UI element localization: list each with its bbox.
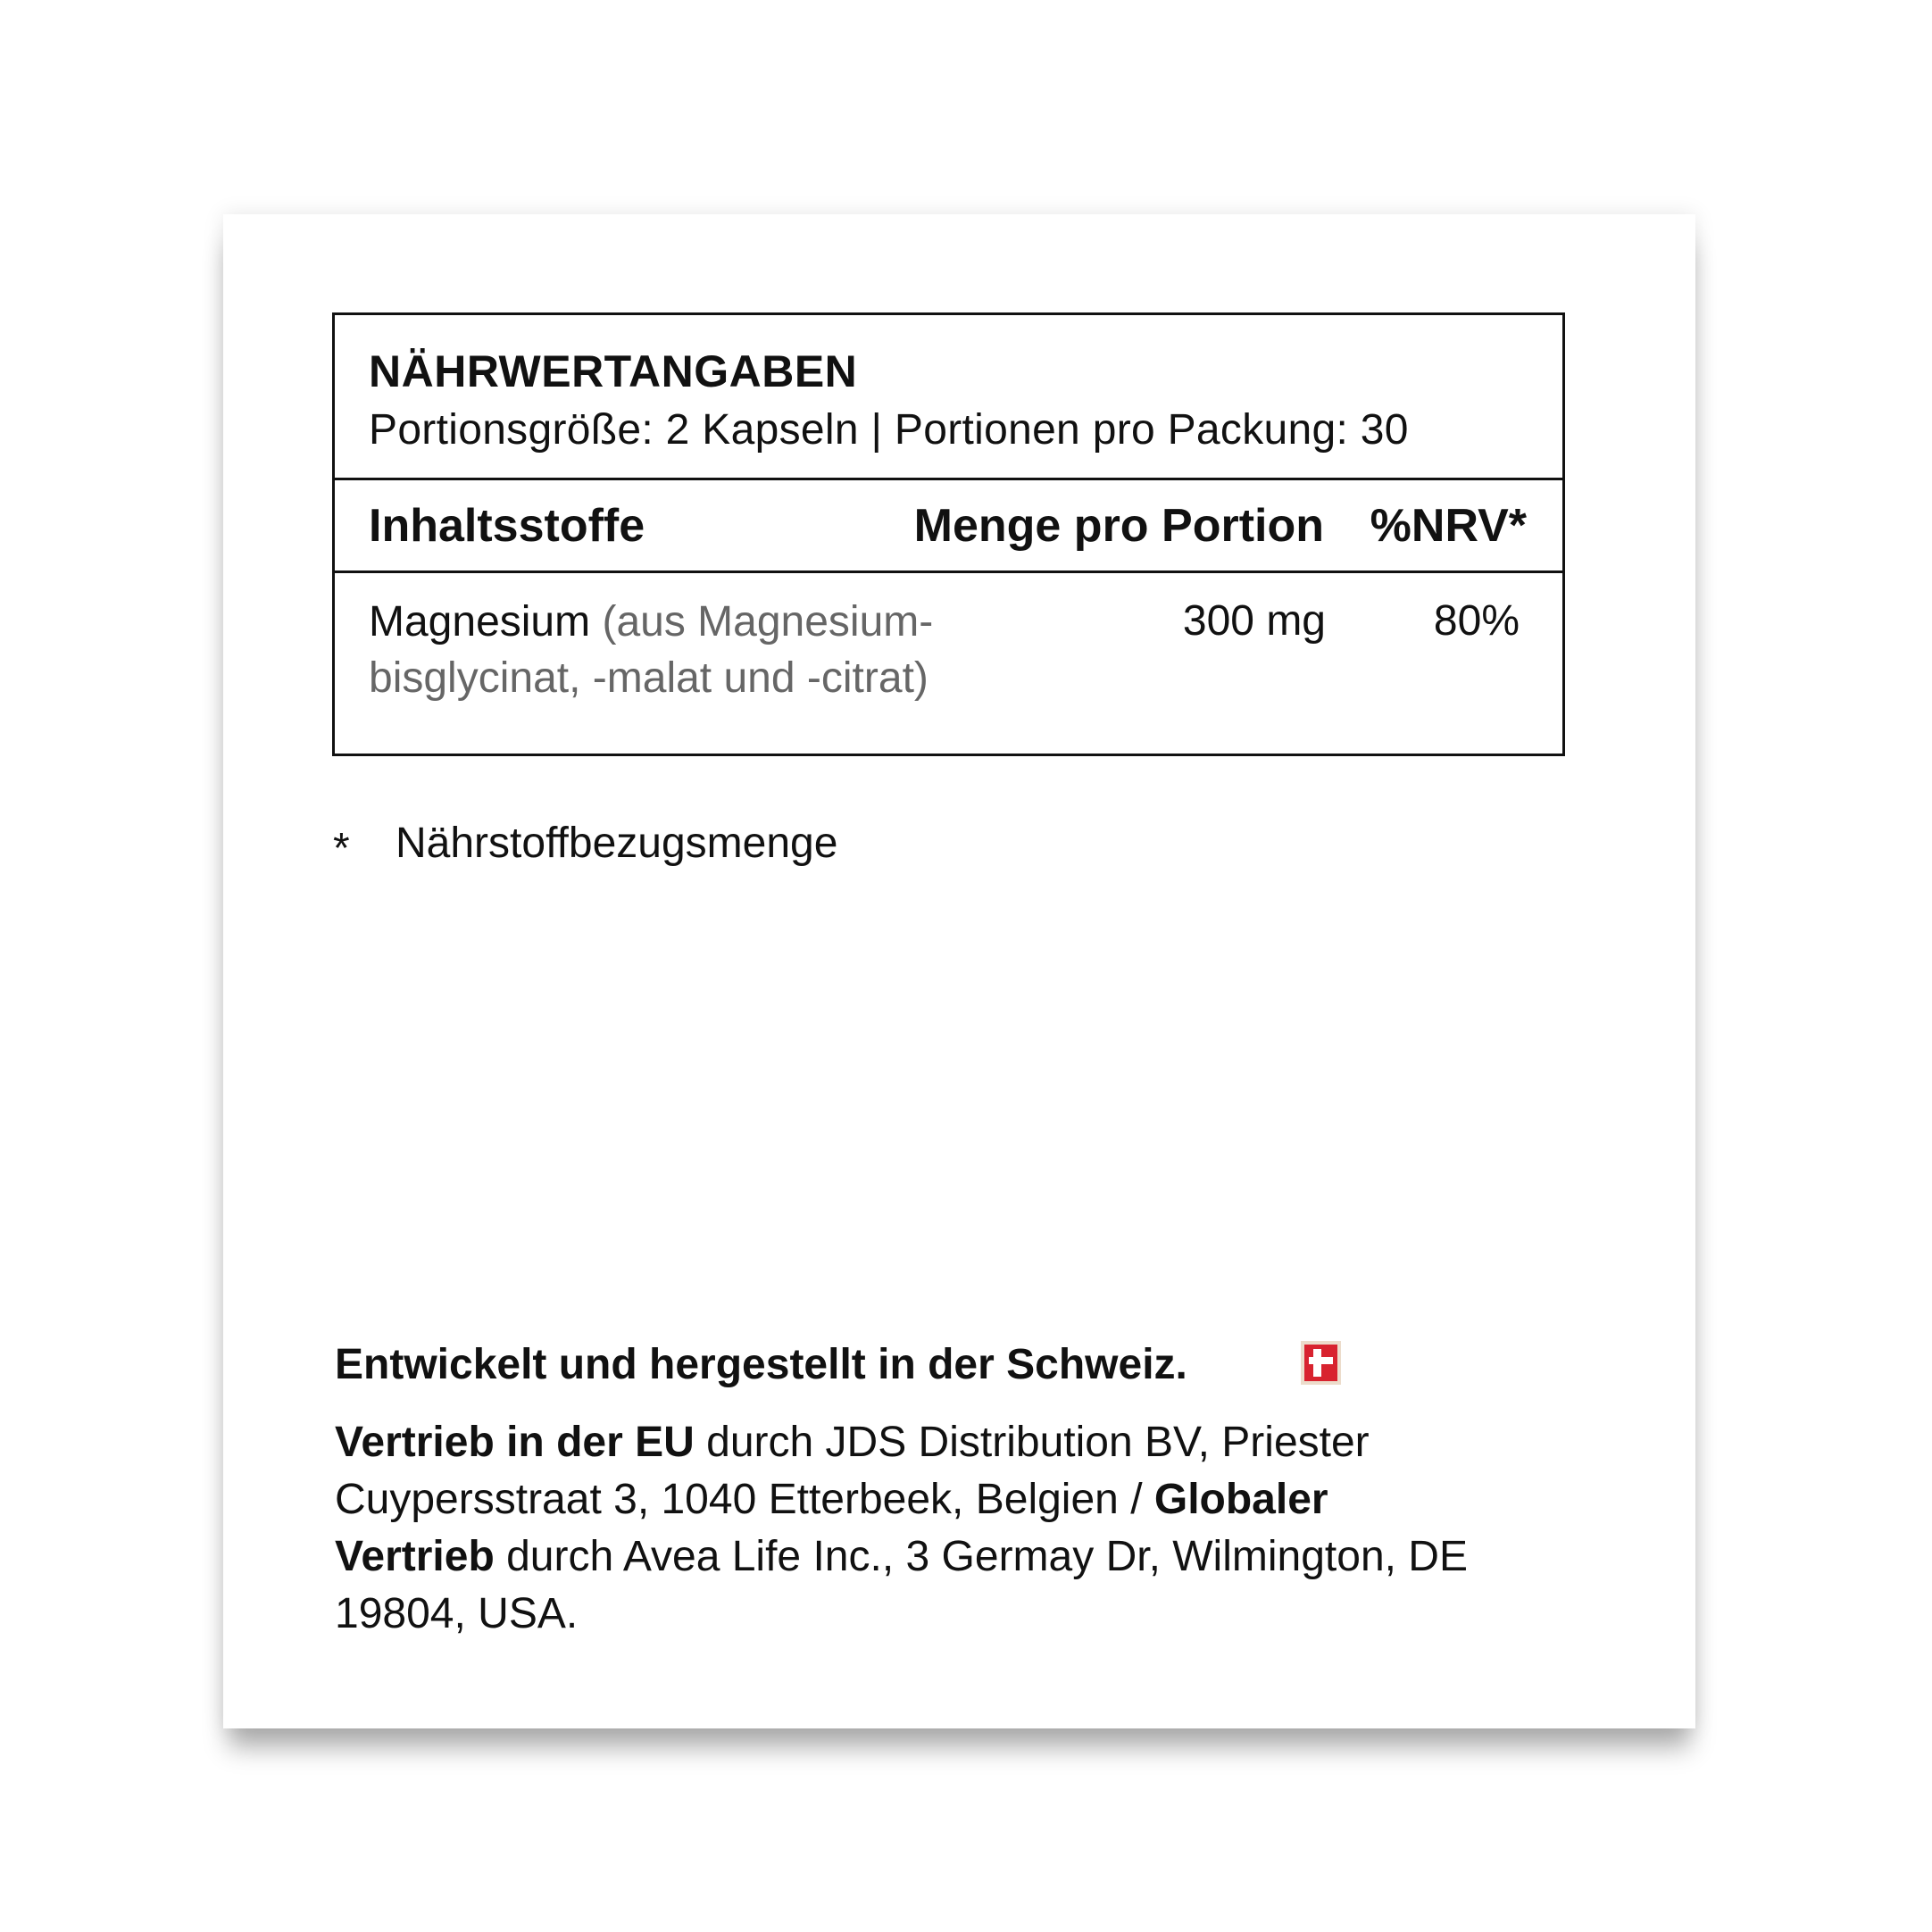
table-title: NÄHRWERTANGABEN [369,346,858,396]
swiss-flag-icon [1301,1341,1341,1385]
distribution-info [335,1414,1495,1643]
table-divider-header [332,478,1565,480]
column-header-amount: Menge pro Portion [913,500,1324,552]
amount-value: 300 mg [1182,597,1326,645]
eu-distribution-text: durch JDS Distribution BV, Priester Cuypersstraat 3, 1040 Etterbeek, Belgien / [335,1419,1370,1523]
global-distribution-text: durch Avea Life Inc., 3 Germay Dr, Wilmington, DE 19804, USA. [335,1533,1468,1637]
footnote-marker: * [333,825,350,872]
serving-info: Portionsgröße: 2 Kapseln | Portionen pro Packung: 30 [369,406,1409,454]
column-header-nrv: %NRV* [1370,500,1527,552]
global-distribution-label: Globaler Vertrieb [335,1476,1328,1580]
nrv-value: 80% [1433,597,1520,645]
origin-statement: Entwickelt und hergestellt in der Schweiz. [335,1341,1187,1388]
eu-distribution-label: Vertrieb in der EU [335,1419,695,1466]
column-header-ingredient: Inhaltsstoffe [369,500,645,552]
footnote-text: Nährstoffbezugsmenge [396,820,838,867]
table-divider-columns [332,570,1565,573]
ingredient-source: (aus Magnesium-bisglycinat, -malat und -citrat) [369,598,934,702]
ingredient-name: Magnesium [369,598,591,645]
table-row-magnesium [369,594,1012,706]
